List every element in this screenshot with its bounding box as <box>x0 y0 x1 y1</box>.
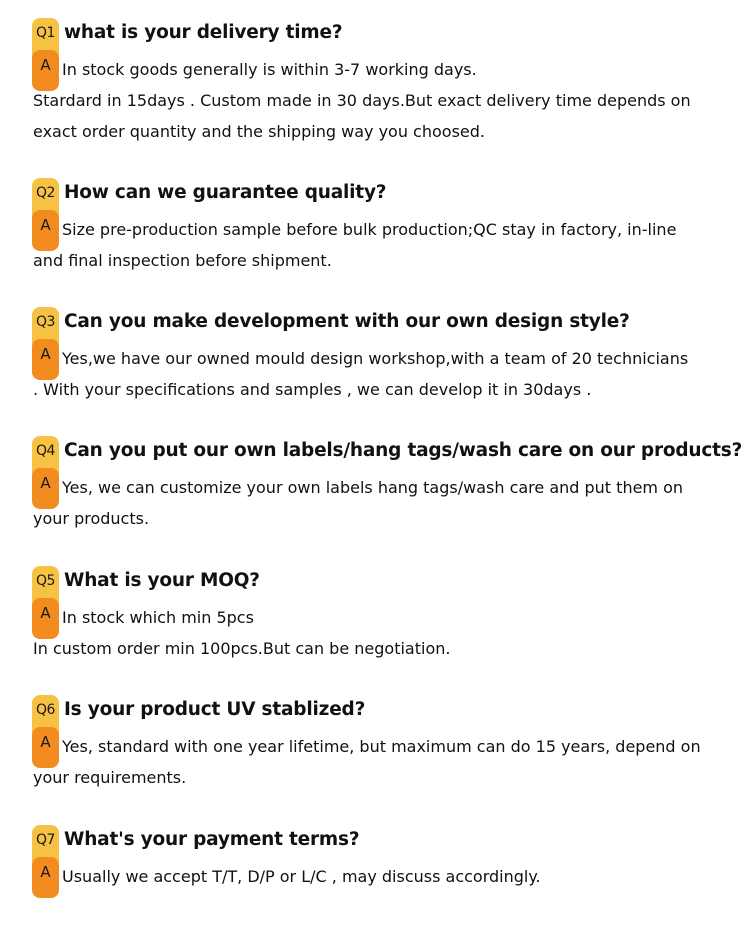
question-row <box>0 436 750 466</box>
faq-item-2 <box>0 178 750 270</box>
question-text: What's your payment terms? <box>64 829 360 850</box>
question-badge: Q7 <box>32 825 59 869</box>
question-badge: Q5 <box>32 566 59 610</box>
question-row <box>0 695 750 725</box>
answer-first-line: Usually we accept T/T, D/P or L/C , may discuss accordingly. <box>62 867 541 886</box>
question-badge: Q6 <box>32 695 59 739</box>
answer-continuation: Stardard in 15days . Custom made in 30 days.But exact delivery time depends on exact order quantity and the shipping way you choosed. <box>33 91 691 141</box>
answer-badge: A <box>32 598 59 639</box>
answer-badge: A <box>32 727 59 768</box>
question-badge: Q1 <box>32 18 59 62</box>
answer-text <box>33 731 738 793</box>
question-row <box>0 307 750 337</box>
answer-text <box>33 343 738 405</box>
question-row <box>0 178 750 208</box>
question-text: Can you put our own labels/hang tags/wash care on our products? <box>64 440 743 461</box>
faq-item-6 <box>0 695 750 787</box>
answer-text <box>33 472 738 534</box>
question-text: what is your delivery time? <box>64 22 343 43</box>
faq-item-7 <box>0 825 750 886</box>
answer-first-line: In stock goods generally is within 3-7 working days. <box>62 60 477 79</box>
answer-badge: A <box>32 210 59 251</box>
answer-text <box>33 214 738 276</box>
question-badge: Q3 <box>32 307 59 351</box>
faq-item-5 <box>0 566 750 658</box>
answer-continuation: your requirements. <box>33 768 187 787</box>
answer-continuation: and final inspection before shipment. <box>33 251 332 270</box>
answer-badge: A <box>32 857 59 898</box>
question-row <box>0 566 750 596</box>
question-text: Can you make development with our own design style? <box>64 311 630 332</box>
answer-continuation: . With your specifications and samples , we can develop it in 30days . <box>33 380 592 399</box>
answer-text <box>33 54 738 147</box>
answer-first-line: Yes,we have our owned mould design workshop,with a team of 20 technicians <box>62 349 689 368</box>
answer-first-line: In stock which min 5pcs <box>62 608 254 627</box>
faq-item-4 <box>0 436 750 528</box>
answer-first-line: Yes, standard with one year lifetime, but maximum can do 15 years, depend on <box>62 737 701 756</box>
question-badge: Q2 <box>32 178 59 222</box>
answer-badge: A <box>32 468 59 509</box>
question-row <box>0 18 750 48</box>
faq-item-1 <box>0 18 750 141</box>
answer-text <box>33 861 738 892</box>
answer-continuation: your products. <box>33 509 150 528</box>
answer-first-line: Size pre-production sample before bulk production;QC stay in factory, in-line <box>62 220 677 239</box>
faq-item-3 <box>0 307 750 399</box>
question-row <box>0 825 750 855</box>
question-badge: Q4 <box>32 436 59 480</box>
question-text: How can we guarantee quality? <box>64 182 387 203</box>
answer-badge: A <box>32 50 59 91</box>
question-text: What is your MOQ? <box>64 570 260 591</box>
answer-badge: A <box>32 339 59 380</box>
answer-first-line: Yes, we can customize your own labels hang tags/wash care and put them on <box>62 478 684 497</box>
answer-continuation: In custom order min 100pcs.But can be negotiation. <box>33 639 451 658</box>
answer-text <box>33 602 738 664</box>
question-text: Is your product UV stablized? <box>64 699 366 720</box>
